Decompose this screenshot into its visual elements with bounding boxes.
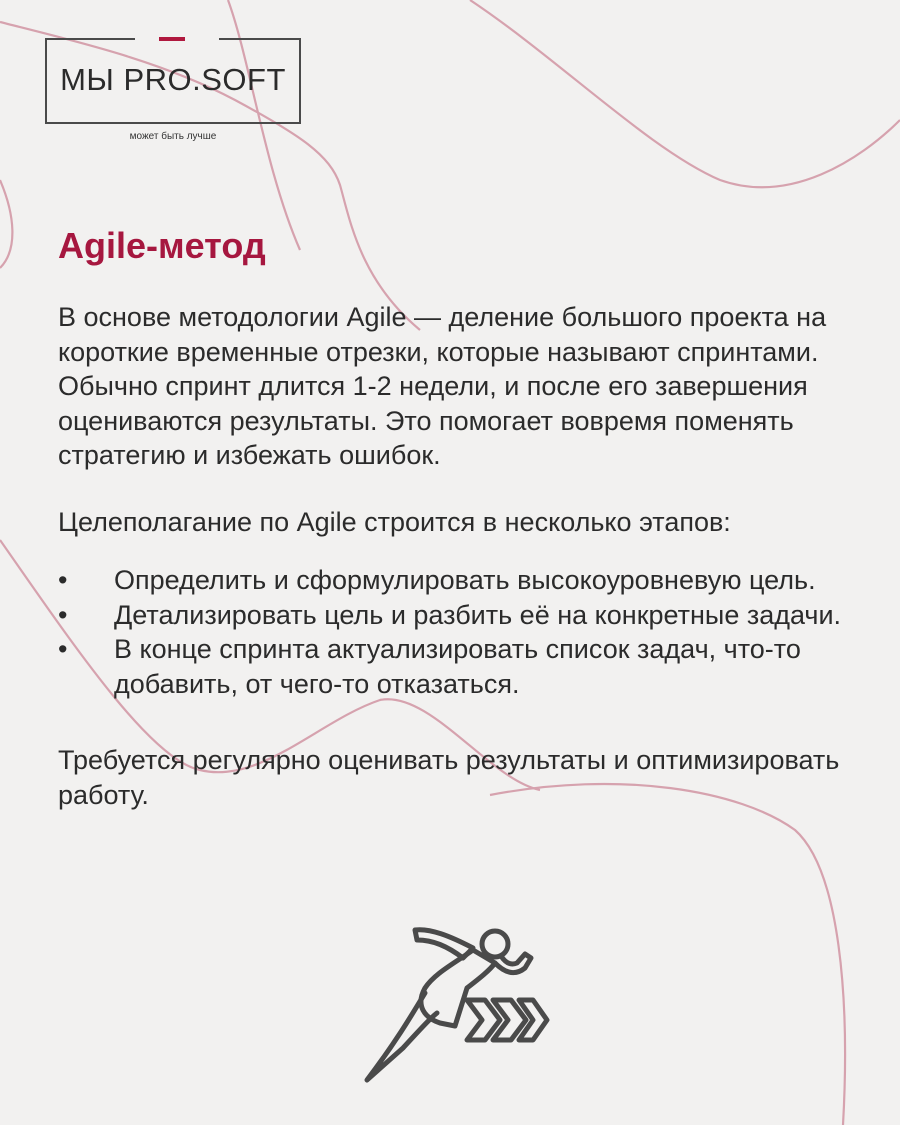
steps-intro-paragraph: Целеполагание по Agile строится в несколько этапов: <box>58 506 731 537</box>
bullet-icon: • <box>58 634 68 664</box>
main-content <box>58 300 858 812</box>
bullet-icon: • <box>58 599 68 630</box>
logo-box <box>45 38 301 124</box>
intro-paragraph: В основе методологии Agile — деление большого проекта на короткие временные отрезки, которые называют спринтами. Обычно спринт длится 1-2 недели, и после его завершения оцениваются результаты. Это помогает вовремя поменять стратегию и избежать ошибок. <box>58 302 827 470</box>
running-person-icon <box>355 918 550 1088</box>
page-title: Agile-метод <box>58 225 266 266</box>
bullet-icon: • <box>58 565 68 595</box>
logo-accent-mark <box>159 37 185 41</box>
logo-tagline: может быть лучше <box>129 131 217 142</box>
list-item <box>58 632 858 701</box>
list-item <box>58 598 858 633</box>
logo-name: МЫ PRO.SOFT <box>60 62 286 97</box>
step-text: В конце спринта актуализировать список задач, что-то добавить, от чего-то отказаться. <box>114 634 801 699</box>
step-text: Определить и сформулировать высокоуровневую цель. <box>114 565 816 595</box>
steps-list <box>58 563 858 701</box>
list-item <box>58 563 858 598</box>
step-text: Детализировать цель и разбить её на конкретные задачи. <box>114 599 842 630</box>
conclusion-paragraph: Требуется регулярно оценивать результаты и оптимизировать работу. <box>58 745 840 810</box>
